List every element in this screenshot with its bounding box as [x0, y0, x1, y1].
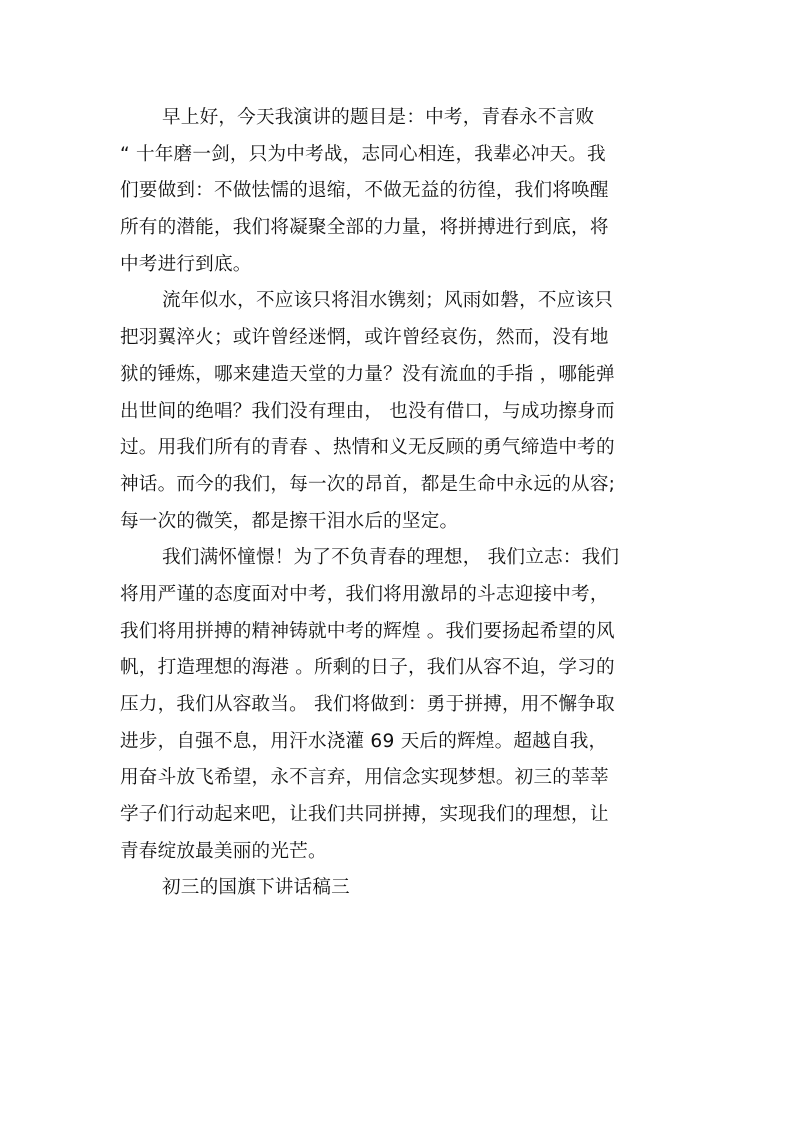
text-line: 早上好，今天我演讲的题目是：中考，青春永不言败	[162, 107, 595, 128]
text-line: 初三的国旗下讲话稿三	[162, 877, 350, 899]
text-line: 我们将用拼搏的精神铸就中考的辉煌 。我们要扬起希望的风	[120, 620, 615, 642]
text-line: 帆，打造理想的海港 。所剩的日子，我们从容不迫，学习的	[120, 657, 615, 679]
text-line: 出世间的绝唱？我们没有理由， 也没有借口，与成功擦身而	[120, 400, 615, 422]
text-line: 用奋斗放飞希望，永不言弃，用信念实现梦想。初三的莘莘	[120, 767, 609, 789]
text-line: 我们满怀憧憬！为了不负青春的理想， 我们立志：我们	[162, 547, 620, 569]
text-line: 进步，自强不息，用汗水浇灌 69 天后的辉煌。超越自我，	[120, 730, 608, 752]
text-line: 流年似水，不应该只将泪水镌刻；风雨如磐，不应该只	[162, 290, 614, 312]
text-line: 狱的锤炼，哪来建造天堂的力量？没有流血的手指 ，哪能弹	[120, 363, 615, 385]
text-line: 每一次的微笑，都是擦干泪水后的坚定。	[120, 510, 459, 532]
text-line: 所有的潜能，我们将凝聚全部的力量，将拼搏进行到底，将	[120, 217, 609, 239]
text-line: 青春绽放最美丽的光芒。	[120, 840, 327, 862]
text-line: 们要做到：不做怯懦的退缩，不做无益的彷徨，我们将唤醒	[120, 180, 609, 202]
text-line: 把羽翼淬火；或许曾经迷惘，或许曾经哀伤，然而，没有地	[120, 327, 609, 349]
text-line: 将用严谨的态度面对中考，我们将用激昂的斗志迎接中考，	[120, 583, 609, 605]
text-line: 中考进行到底。	[120, 253, 252, 275]
text-line: 学子们行动起来吧，让我们共同拼搏，实现我们的理想，让	[120, 804, 609, 826]
text-line: 过。用我们所有的青春 、热情和义无反顾的勇气缔造中考的	[120, 437, 615, 459]
text-line: 压力，我们从容敢当。 我们将做到：勇于拼搏，用不懈争取	[120, 694, 615, 715]
document-body	[120, 100, 680, 907]
text-line: 神话。而今的我们，每一次的昂首，都是生命中永远的从容;	[120, 473, 616, 495]
text-line: “ 十年磨一剑，只为中考战，志同心相连，我辈必冲天。我	[120, 143, 606, 165]
